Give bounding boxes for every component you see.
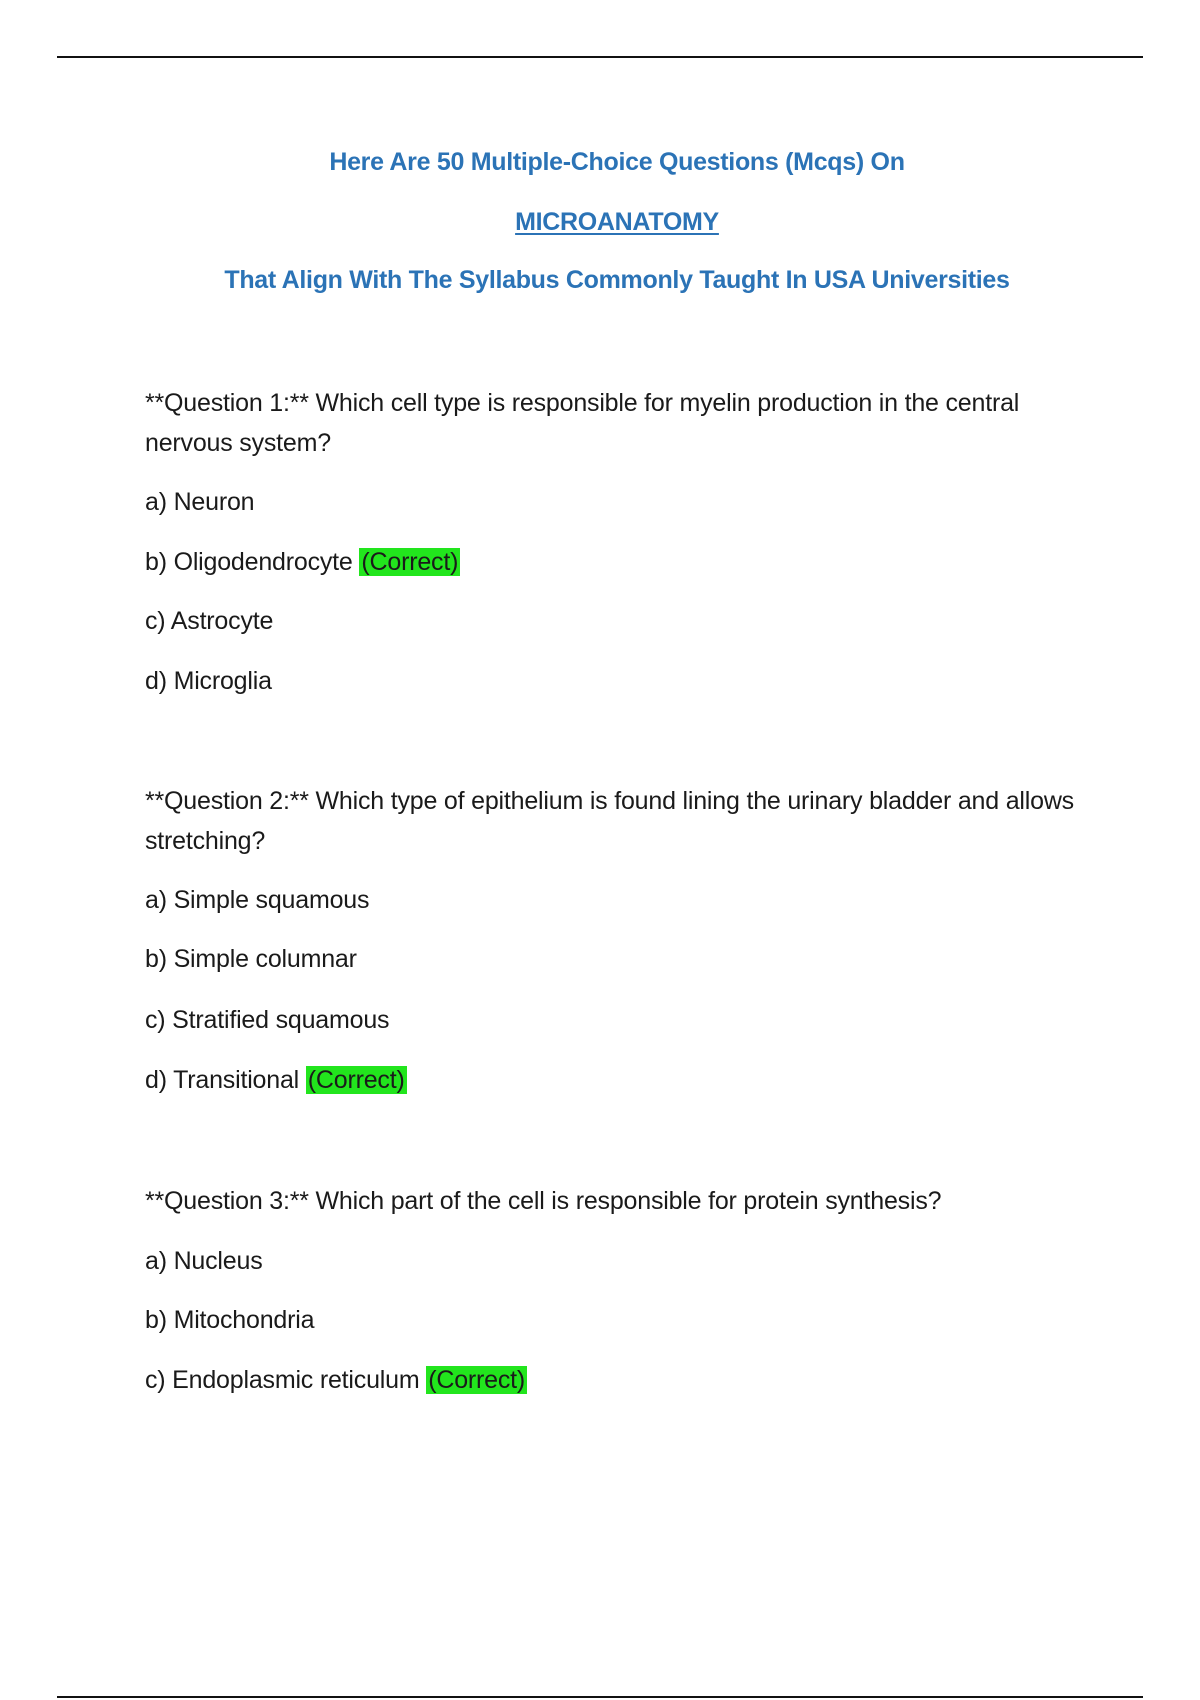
option-label: c) Astrocyte bbox=[145, 607, 274, 635]
option-label: d) Transitional bbox=[145, 1066, 300, 1094]
question-1-option-b bbox=[145, 546, 460, 578]
question-3-option-a bbox=[145, 1245, 263, 1277]
option-label: c) Endoplasmic reticulum bbox=[145, 1366, 420, 1394]
question-2-text: **Question 2:** Which type of epithelium is found lining the urinary bladder and allows stretching? bbox=[145, 787, 1074, 855]
document-subject: MICROANATOMY bbox=[515, 208, 719, 236]
question-1-option-d bbox=[145, 665, 272, 697]
option-label: b) Mitochondria bbox=[145, 1306, 315, 1334]
question-1-option-a bbox=[145, 486, 254, 518]
option-label: b) Oligodendrocyte bbox=[145, 548, 353, 576]
option-label: d) Microglia bbox=[145, 667, 272, 695]
correct-answer-badge: (Correct) bbox=[361, 548, 459, 576]
question-2-option-c bbox=[145, 1004, 389, 1036]
document-subtitle: That Align With The Syllabus Commonly Taught In USA Universities bbox=[224, 266, 1010, 294]
option-label: a) Nucleus bbox=[145, 1247, 263, 1275]
footer-rule bbox=[57, 1696, 1143, 1698]
option-label: c) Stratified squamous bbox=[145, 1006, 390, 1034]
question-2-option-b bbox=[145, 943, 357, 975]
question-3-option-c bbox=[145, 1364, 527, 1396]
question-3-option-b bbox=[145, 1304, 314, 1336]
question-2-option-a bbox=[145, 884, 369, 916]
option-label: b) Simple columnar bbox=[145, 945, 357, 973]
question-3-text: **Question 3:** Which part of the cell is responsible for protein synthesis? bbox=[145, 1187, 942, 1215]
correct-answer-badge: (Correct) bbox=[307, 1066, 405, 1094]
question-1-text: **Question 1:** Which cell type is responsible for myelin production in the central nervous system? bbox=[145, 389, 1020, 457]
document-title: Here Are 50 Multiple-Choice Questions (Mcqs) On bbox=[329, 148, 905, 176]
header-rule bbox=[57, 56, 1143, 58]
correct-answer-badge: (Correct) bbox=[428, 1366, 526, 1394]
question-1-option-c bbox=[145, 605, 273, 637]
question-2-option-d bbox=[145, 1064, 407, 1096]
option-label: a) Simple squamous bbox=[145, 886, 370, 914]
option-label: a) Neuron bbox=[145, 488, 255, 516]
